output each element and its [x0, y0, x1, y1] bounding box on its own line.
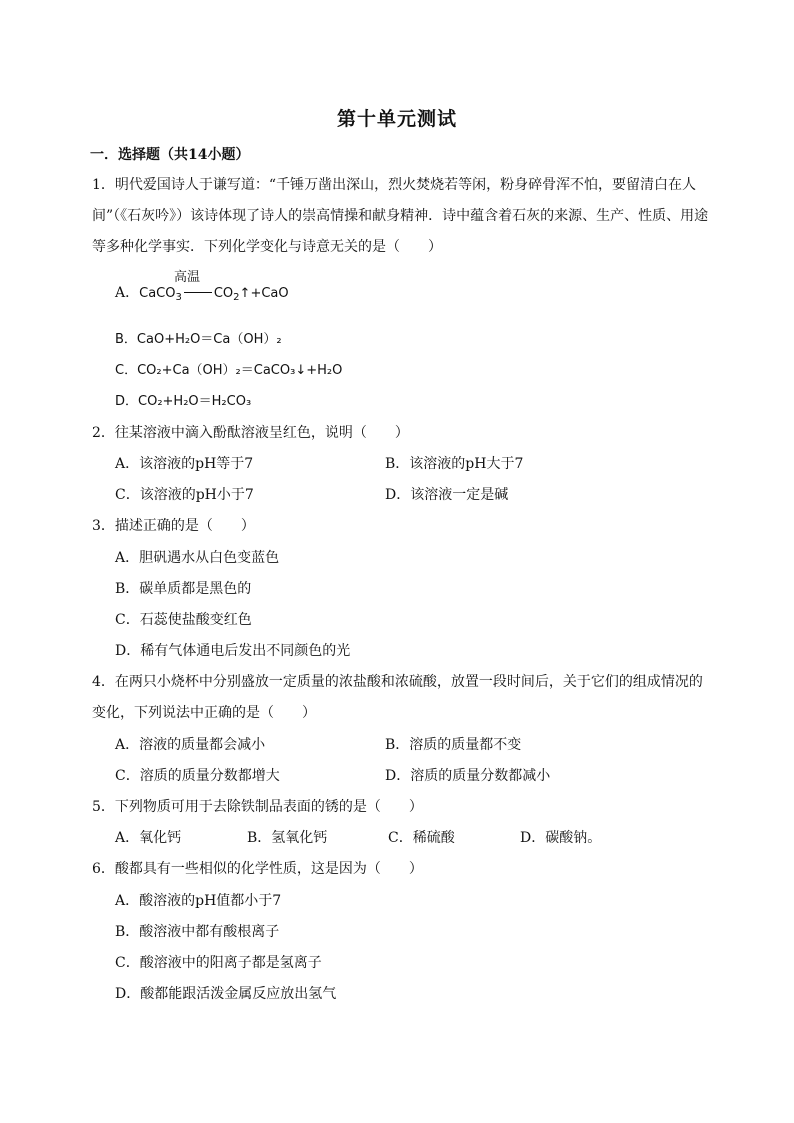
- reaction-condition: 高温: [174, 270, 201, 285]
- question-5-stem: 5．下列物质可用于去除铁制品表面的锈的是（ ）: [92, 799, 423, 815]
- question-6-option-c: C．酸溶液中的阳离子都是氢离子: [115, 955, 322, 971]
- question-2-option-c: C．该溶液的pH小于7: [115, 487, 254, 503]
- question-3-option-a: A．胆矾遇水从白色变蓝色: [115, 550, 280, 566]
- question-3-option-d: D．稀有气体通电后发出不同颜色的光: [115, 643, 351, 659]
- question-4-option-d: D．溶质的质量分数都减小: [385, 768, 551, 784]
- formula-right: CO: [213, 286, 234, 301]
- option-a-label: A．: [115, 285, 140, 301]
- question-3-option-b: B．碳单质都是黑色的: [115, 581, 252, 597]
- formula-left: CaCO: [139, 286, 176, 301]
- section-heading: 一．选择题（共14小题）: [90, 147, 250, 163]
- question-2-option-b: B．该溶液的pH大于7: [385, 456, 524, 472]
- question-6-option-d: D．酸都能跟活泼金属反应放出氢气: [115, 986, 337, 1002]
- question-4-option-c: C．溶质的质量分数都增大: [115, 768, 280, 784]
- question-4-option-a: A．溶液的质量都会减小: [115, 737, 266, 753]
- equation-line: [184, 292, 212, 293]
- page-title: 第十单元测试: [336, 108, 457, 130]
- question-1-option-b: B．CaO+H₂O＝Ca（OH）₂: [115, 332, 282, 347]
- question-6-option-a: A．酸溶液的pH值都小于7: [115, 893, 282, 909]
- question-5-option-d: D．碳酸钠。: [520, 830, 602, 846]
- question-1-option-a: A．CaCO$_3$ $CO_2↑+CaO$: [115, 285, 289, 303]
- formula-tail: ↑+CaO: [239, 286, 289, 301]
- question-2-stem: 2．往某溶液中滴入酚酞溶液呈红色，说明（ ）: [92, 425, 409, 441]
- question-4-stem: 4．在两只小烧杯中分别盛放一定质量的浓盐酸和浓硫酸，放置一段时间后，关于它们的组成情况的变化，下列说法中正确的是（ ）: [92, 674, 703, 721]
- question-4-option-b: B．溶质的质量都不变: [385, 737, 522, 753]
- question-6-stem: 6．酸都具有一些相似的化学性质，这是因为（ ）: [92, 861, 423, 877]
- question-6-option-b: B．酸溶液中都有酸根离子: [115, 924, 280, 940]
- question-5-option-b: B．氢氧化钙: [247, 830, 328, 846]
- question-3-option-c: C．石蕊使盐酸变红色: [115, 612, 252, 628]
- question-2-option-d: D．该溶液一定是碱: [385, 487, 509, 503]
- question-1-stem: 1．明代爱国诗人于谦写道：“千锤万凿出深山，烈火焚烧若等闲，粉身碎骨浑不怕，要留清白在人间”（《石灰吟》）该诗体现了诗人的崇高情操和献身精神．诗中蕴含着石灰的来源、生产、性质、用途等多种化学事实．下列化学变化与诗意无关的是（ ）: [92, 177, 709, 255]
- question-3-stem: 3．描述正确的是（ ）: [92, 518, 255, 534]
- question-1-option-c: C．CO₂+Ca（OH）₂＝CaCO₃↓+H₂O: [115, 363, 343, 378]
- question-1-option-d: D．CO₂+H₂O＝H₂CO₃: [115, 394, 252, 409]
- question-5-option-a: A．氧化钙: [115, 830, 182, 846]
- question-2-option-a: A．该溶液的pH等于7: [115, 456, 254, 472]
- question-5-option-c: C．稀硫酸: [388, 830, 455, 846]
